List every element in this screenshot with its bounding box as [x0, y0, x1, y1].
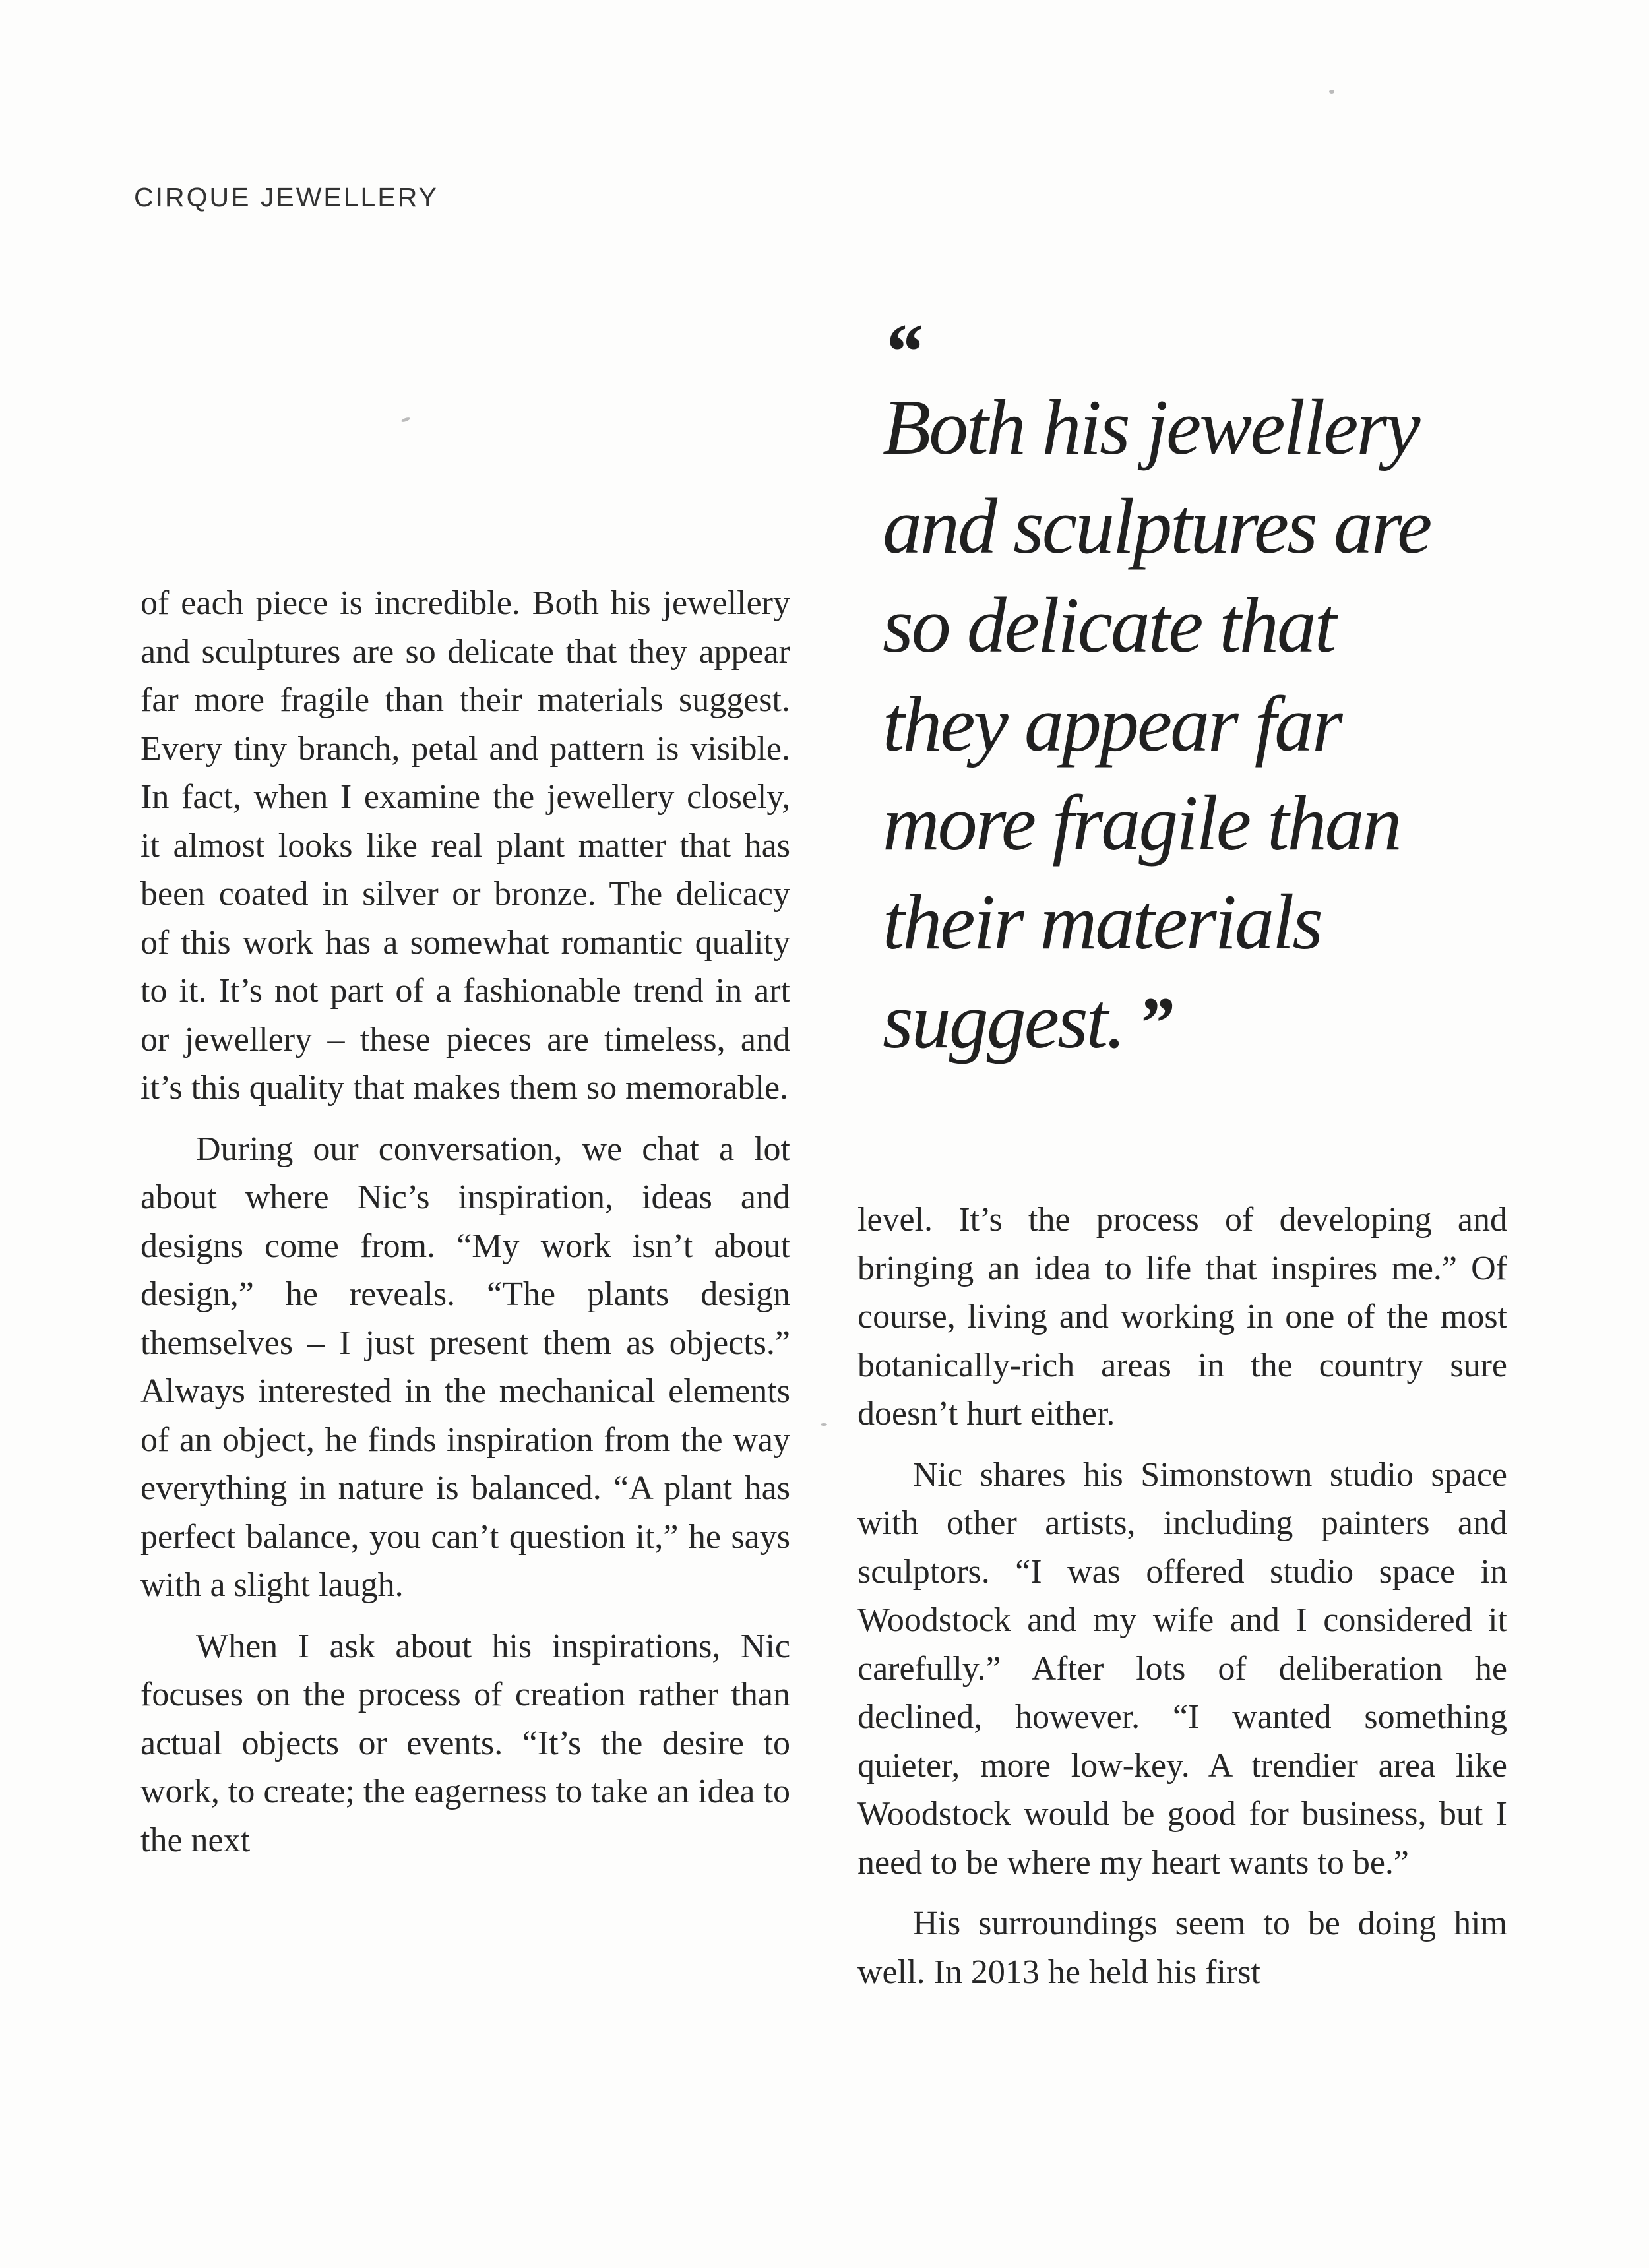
left-paragraph-3: When I ask about his inspirations, Nic focuses on the process of creation rather than actual objects or events. “It’s the desire to work, to create; the eagerness to take an idea to the next: [140, 1627, 790, 1859]
right-column: [857, 1196, 1507, 1996]
left-paragraph-1: of each piece is incredible. Both his jewellery and sculptures are so delicate that they appear far more fragile than their materials suggest. Every tiny branch, petal and pattern is visible. In fact, when I examine the jewellery closely, it almost looks like real plant matter that has been coated in silver or bronze. The delicacy of this work has a somewhat romantic quality to it. It’s not part of a fashionable trend in art or jewellery – these pieces are timeless, and it’s this quality that makes them so memorable.: [140, 584, 790, 1107]
scan-speck: [401, 417, 411, 423]
section-header: CIRQUE JEWELLERY: [134, 182, 439, 212]
left-paragraph-2: During our conversation, we chat a lot about where Nic’s inspiration, ideas and designs come from. “My work isn’t about design,” he reveals. “The plants design themselves – I just present them as objects.” Always interested in the mechanical elements of an object, he finds inspiration from the way everything in nature is balanced. “A plant has perfect balance, you can’t question it,” he says with a slight laugh.: [140, 1130, 790, 1604]
close-quote-mark: ”: [1137, 983, 1171, 1063]
right-paragraph-3: His surroundings seem to be doing him well. In 2013 he held his first: [857, 1905, 1507, 1991]
pull-quote-body: Both his jewellery and sculptures are so delicate that they appear far more fragile than their materials suggest.: [883, 383, 1431, 1064]
right-paragraph-1: level. It’s the process of developing and bringing an idea to life that inspires me.” Of course, living and working in one of the most botanically-rich areas in the country sure doesn’t hurt either.: [857, 1201, 1507, 1432]
pull-quote-text: [883, 378, 1542, 1072]
scan-speck: [821, 1423, 827, 1426]
right-paragraph-2: Nic shares his Simonstown studio space with other artists, including painters and sculptors. “I was offered studio space in Woodstock and my wife and I considered it carefully.” After lots of deliberation he declined, however. “I wanted something quieter, more low-key. A trendier area like Woodstock would be good for business, but I need to be where my heart wants to be.”: [857, 1456, 1507, 1882]
open-quote-mark: “: [883, 307, 922, 395]
pull-quote: [883, 307, 1542, 1072]
left-column: [140, 579, 790, 1864]
scan-speck: [1329, 90, 1334, 94]
